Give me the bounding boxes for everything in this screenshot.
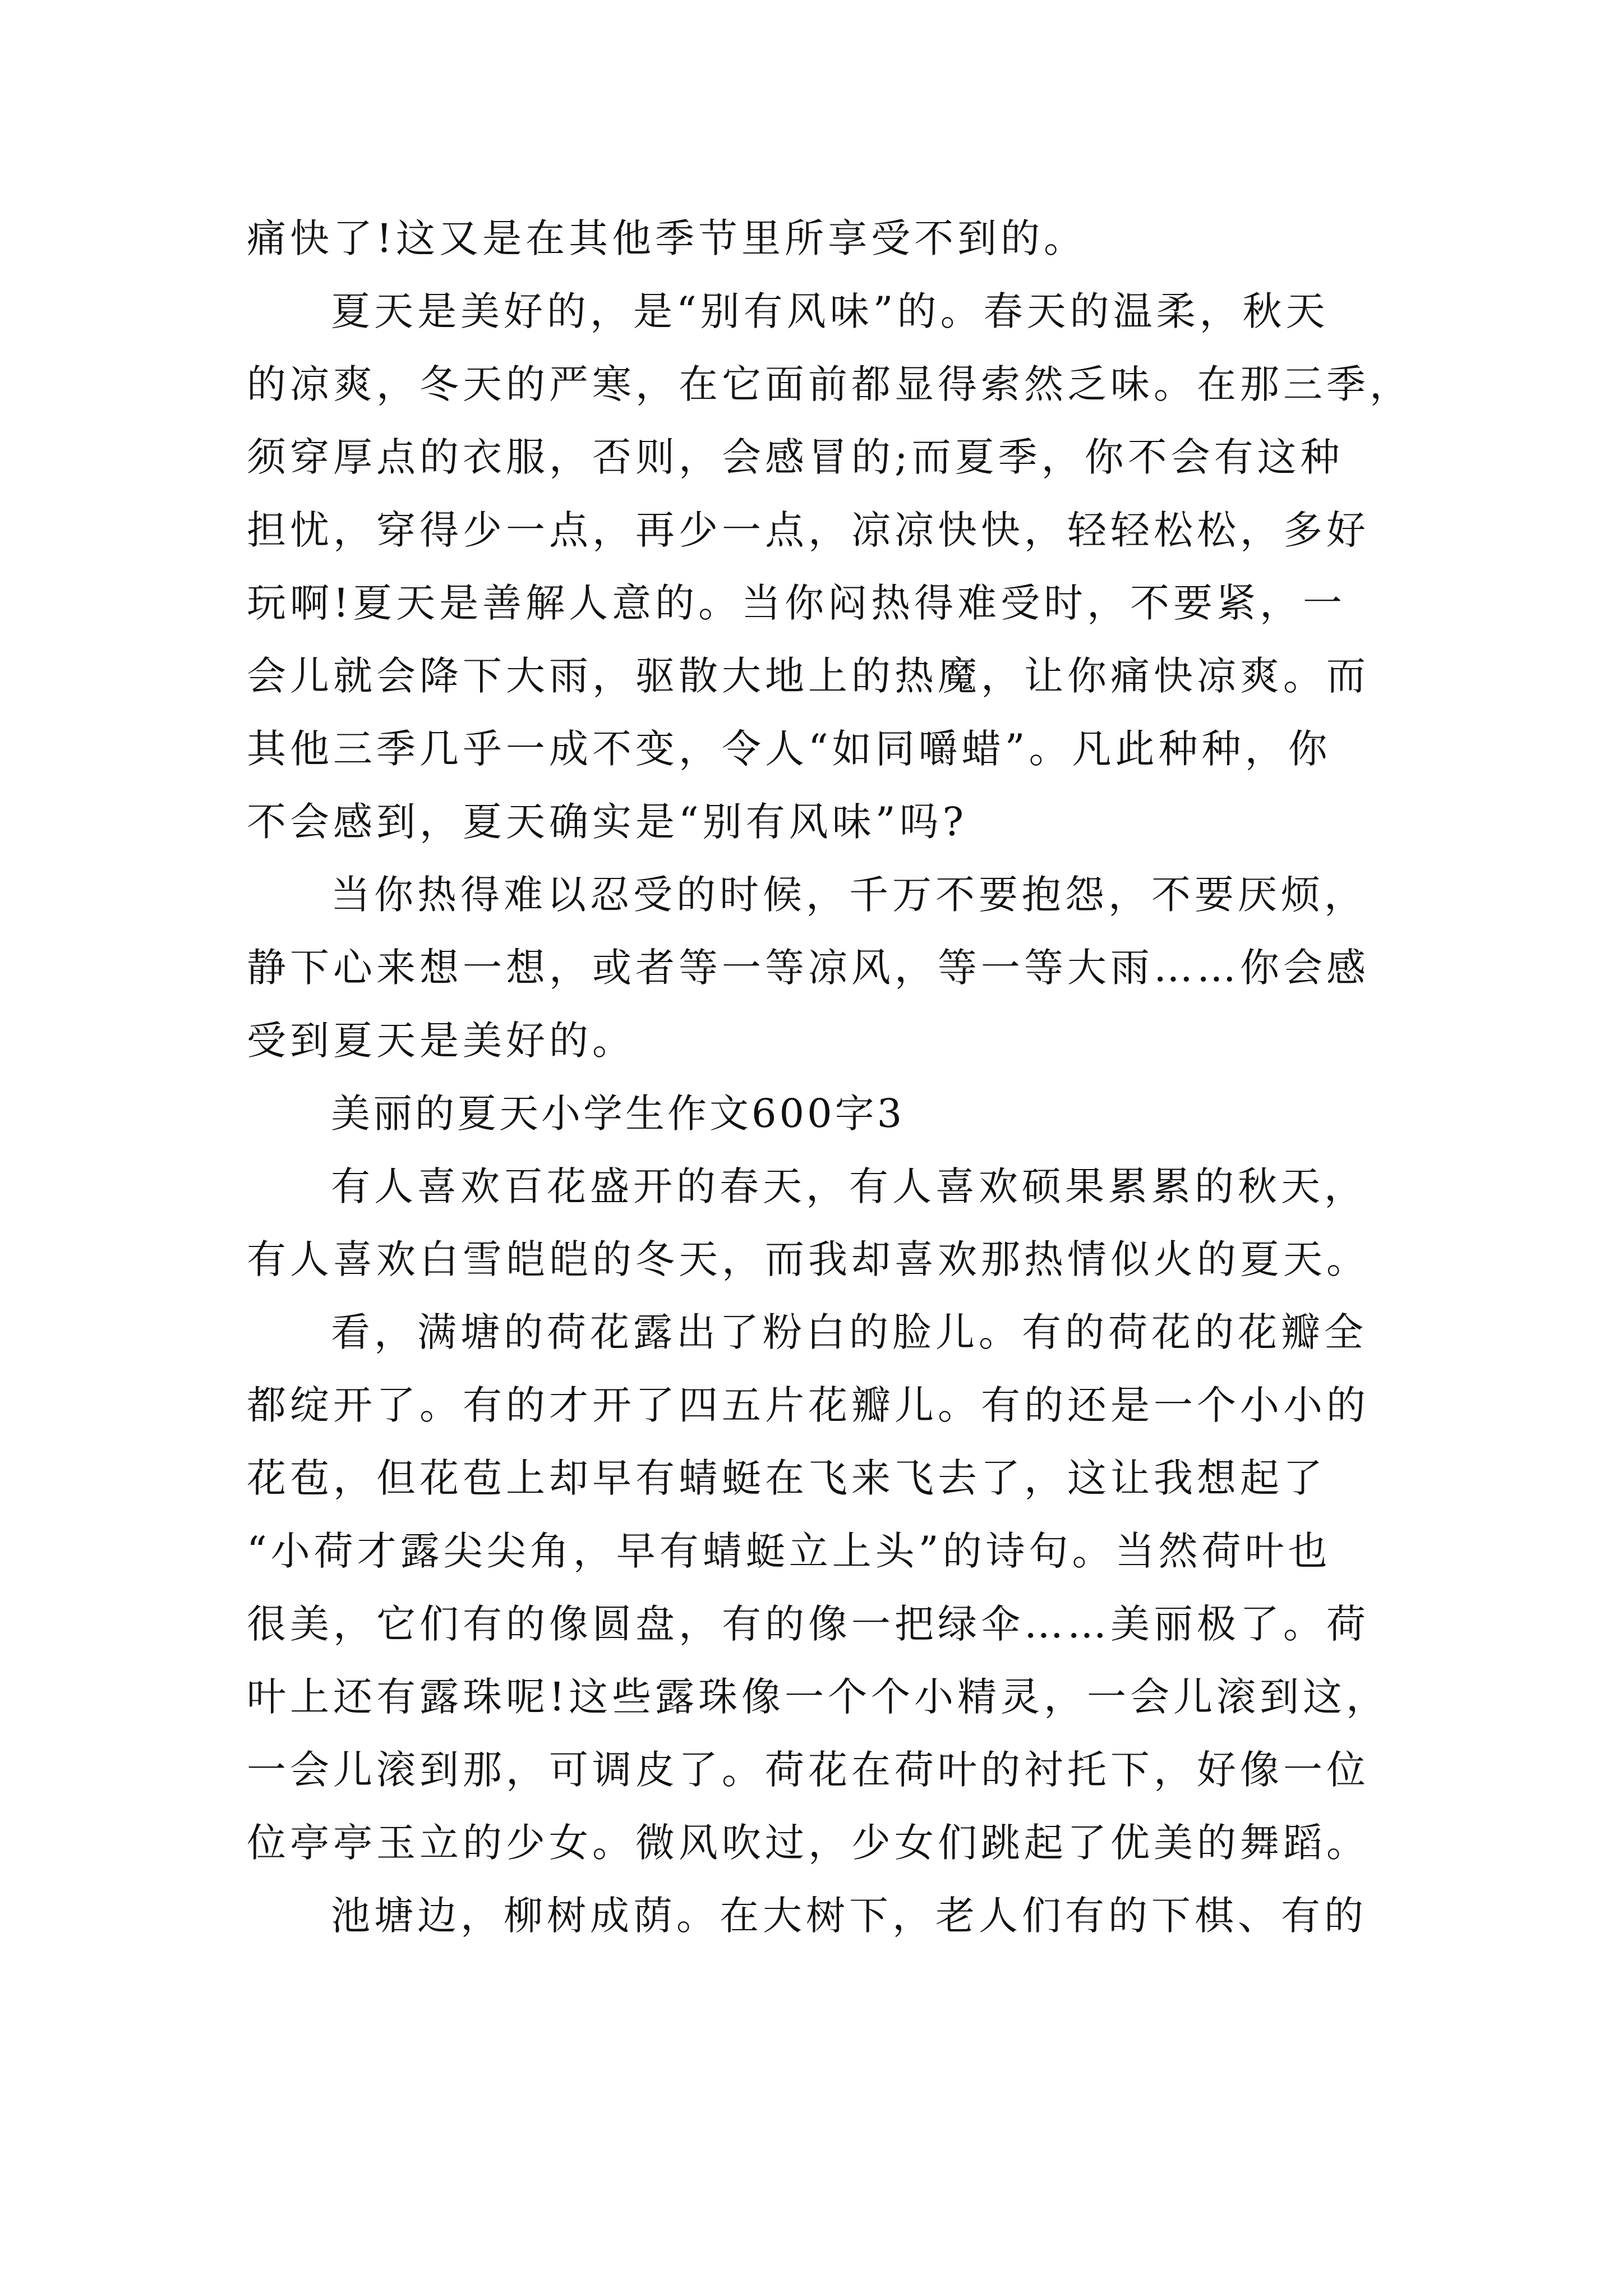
paragraph-start-line: 看，满塘的荷花露出了粉白的脸儿。有的荷花的花瓣全 (331, 1309, 1367, 1355)
text-line: 叶上还有露珠呢!这些露珠像一个个小精灵，一会儿滚到这， (247, 1674, 1390, 1720)
text-line: 须穿厚点的衣服，否则，会感冒的;而夏季，你不会有这种 (247, 434, 1344, 480)
paragraph-start-line: 有人喜欢百花盛开的春天，有人喜欢硕果累累的秋天， (331, 1163, 1367, 1209)
text-line: 担忧，穿得少一点，再少一点，凉凉快快，轻轻松松，多好 (247, 507, 1370, 553)
text-line: 静下心来想一想，或者等一等凉风，等一等大雨……你会感 (247, 945, 1370, 991)
paragraph-start-line: 当你热得难以忍受的时候，千万不要抱怨，不要厌烦， (331, 872, 1367, 918)
text-line: 花苞，但花苞上却早有蜻蜓在飞来飞去了，这让我想起了 (247, 1455, 1326, 1501)
text-line: 其他三季几乎一成不变，令人“如同嚼蜡”。凡此种种，你 (247, 726, 1331, 772)
text-line: “小荷才露尖尖角，早有蜻蜓立上头”的诗句。当然荷叶也 (247, 1528, 1331, 1574)
text-line: 都绽开了。有的才开了四五片花瓣儿。有的还是一个小小的 (247, 1382, 1370, 1428)
text-line: 不会感到，夏天确实是“别有风味”吗? (247, 799, 968, 845)
text-line: 位亭亭玉立的少女。微风吹过，少女们跳起了优美的舞蹈。 (247, 1820, 1370, 1866)
text-line: 受到夏天是美好的。 (247, 1018, 635, 1064)
text-line: 痛快了!这又是在其他季节里所享受不到的。 (247, 215, 1087, 261)
paragraph-start-line: 夏天是美好的，是“别有风味”的。春天的温柔，秋天 (331, 288, 1329, 334)
document-body (247, 202, 1413, 1952)
text-line: 有人喜欢白雪皑皑的冬天，而我却喜欢那热情似火的夏天。 (247, 1236, 1370, 1282)
paragraph-start-line: 池塘边，柳树成荫。在大树下，老人们有的下棋、有的 (331, 1893, 1367, 1939)
section-heading: 美丽的夏天小学生作文600字3 (331, 1091, 905, 1137)
text-line: 很美，它们有的像圆盘，有的像一把绿伞……美丽极了。荷 (247, 1601, 1370, 1647)
text-line: 会儿就会降下大雨，驱散大地上的热魔，让你痛快凉爽。而 (247, 653, 1370, 699)
text-line: 的凉爽，冬天的严寒，在它面前都显得索然乏味。在那三季， (247, 361, 1413, 407)
text-line: 一会儿滚到那，可调皮了。荷花在荷叶的衬托下，好像一位 (247, 1747, 1370, 1793)
text-line: 玩啊!夏天是善解人意的。当你闷热得难受时，不要紧，一 (247, 580, 1347, 626)
